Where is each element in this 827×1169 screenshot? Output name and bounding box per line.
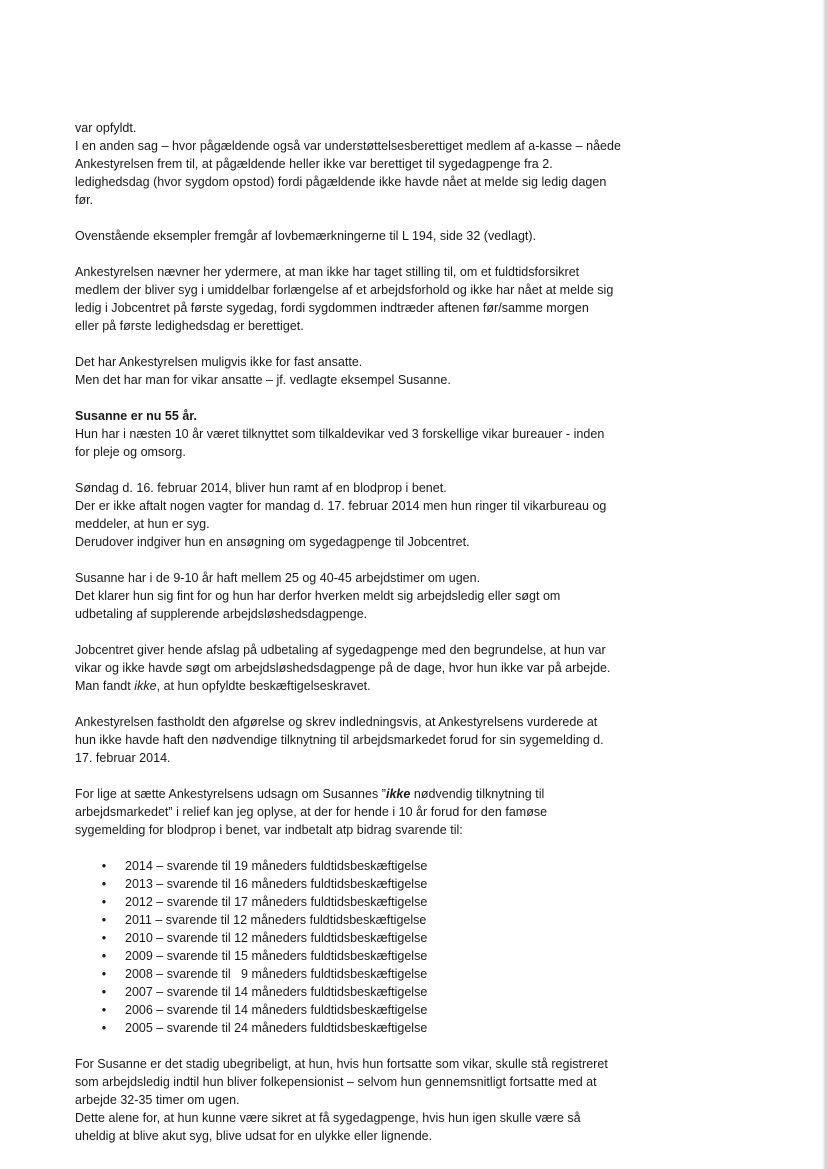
bullet-icon: • <box>101 895 107 909</box>
text-line: sygemelding for blodprop i benet, var indbetalt atp bidrag svarende til: <box>75 823 463 837</box>
emphasis-text: ikke <box>385 787 411 801</box>
text-line: Det har Ankestyrelsen muligvis ikke for fast ansatte. <box>75 355 363 369</box>
paragraph-9 <box>75 713 786 767</box>
paragraph-gap <box>75 767 786 785</box>
paragraph-1 <box>75 119 786 209</box>
bullet-icon: • <box>101 949 107 963</box>
text-line: for pleje og omsorg. <box>75 445 186 459</box>
text-line: meddeler, at hun er syg. <box>75 517 210 531</box>
bullet-icon: • <box>101 1003 107 1017</box>
text-line: 17. februar 2014. <box>75 751 171 765</box>
paragraph-gap <box>75 1037 786 1055</box>
text-line: Ankestyrelsen fastholdt den afgørelse og skrev indledningsvis, at Ankestyrelsens vurderede at <box>75 715 598 729</box>
paragraph-5 <box>75 407 786 461</box>
text-line: vikar og ikke havde søgt om arbejdsløshedsdagpenge på de dage, hvor hun ikke var på arbejde. <box>75 661 611 675</box>
paragraph-gap <box>75 461 786 479</box>
section-heading: Susanne er nu 55 år. <box>75 409 197 423</box>
paragraph-gap <box>75 209 786 227</box>
list-item-text: 2005 – svarende til 24 måneders fuldtidsbeskæftigelse <box>125 1021 428 1035</box>
text-line: var opfyldt. <box>75 121 137 135</box>
text-line: som arbejdsledig indtil hun bliver folkepensionist – selvom hun gennemsnitligt fortsatte med at <box>75 1075 597 1089</box>
text-line: For Susanne er det stadig ubegribeligt, at hun, hvis hun fortsatte som vikar, skulle stå registreret <box>75 1057 608 1071</box>
list-item <box>99 893 786 911</box>
list-item-text: 2012 – svarende til 17 måneders fuldtidsbeskæftigelse <box>125 895 428 909</box>
list-item <box>99 911 786 929</box>
text-span: nødvendig tilknytning til <box>410 787 545 801</box>
paragraph-3 <box>75 263 786 335</box>
bullet-icon: • <box>101 967 107 981</box>
text-line <box>75 677 786 695</box>
text-line: Men det har man for vikar ansatte – jf. vedlagte eksempel Susanne. <box>75 373 451 387</box>
list-item <box>99 1019 786 1037</box>
list-item <box>99 947 786 965</box>
text-line: uheldig at blive akut syg, blive udsat for en ulykke eller lignende. <box>75 1129 433 1143</box>
text-line: udbetaling af supplerende arbejdsløshedsdagpenge. <box>75 607 368 621</box>
paragraph-gap <box>75 551 786 569</box>
text-line: Ovenstående eksempler fremgår af lovbemærkningerne til L 194, side 32 (vedlagt). <box>75 229 537 243</box>
bullet-icon: • <box>101 913 107 927</box>
list-item <box>99 857 786 875</box>
bullet-icon: • <box>101 985 107 999</box>
text-span: Man fandt <box>75 679 135 693</box>
text-line: hun ikke havde haft den nødvendige tilknytning til arbejdsmarkedet forud for sin sygemelding d. <box>75 733 604 747</box>
text-line: Søndag d. 16. februar 2014, bliver hun ramt af en blodprop i benet. <box>75 481 447 495</box>
list-item-text: 2013 – svarende til 16 måneders fuldtidsbeskæftigelse <box>125 877 428 891</box>
text-line: Der er ikke aftalt nogen vagter for mandag d. 17. februar 2014 men hun ringer til vikarbureau og <box>75 499 607 513</box>
list-item <box>99 1001 786 1019</box>
text-line: Dette alene for, at hun kunne være sikret at få sygedagpenge, hvis hun igen skulle være så <box>75 1111 581 1125</box>
list-item <box>99 929 786 947</box>
paragraph-gap <box>75 245 786 263</box>
paragraph-gap <box>75 695 786 713</box>
paragraph-8 <box>75 641 786 695</box>
list-item-text: 2006 – svarende til 14 måneders fuldtidsbeskæftigelse <box>125 1003 428 1017</box>
paragraph-gap <box>75 335 786 353</box>
bullet-icon: • <box>101 877 107 891</box>
list-item <box>99 875 786 893</box>
paragraph-7 <box>75 569 786 623</box>
text-line: Derudover indgiver hun en ansøgning om sygedagpenge til Jobcentret. <box>75 535 470 549</box>
paragraph-11 <box>75 1055 786 1145</box>
paragraph-gap <box>75 623 786 641</box>
bullet-icon: • <box>101 859 107 873</box>
bullet-icon: • <box>101 1021 107 1035</box>
paragraph-6 <box>75 479 786 551</box>
text-line: arbejde 32-35 timer om ugen. <box>75 1093 240 1107</box>
text-span: For lige at sætte Ankestyrelsens udsagn om Susannes ” <box>75 787 386 801</box>
text-line: medlem der bliver syg i umiddelbar forlængelse af et arbejdsforhold og ikke har nået at melde sig <box>75 283 614 297</box>
paragraph-4 <box>75 353 786 389</box>
page-edge-shadow <box>822 0 826 1169</box>
paragraph-gap <box>75 389 786 407</box>
text-line: Ankestyrelsen frem til, at pågældende heller ikke var berettiget til sygedagpenge fra 2. <box>75 157 553 171</box>
emphasis-text: ikke <box>134 679 157 693</box>
list-item <box>99 983 786 1001</box>
list-item-text: 2009 – svarende til 15 måneders fuldtidsbeskæftigelse <box>125 949 428 963</box>
list-item-text: 2011 – svarende til 12 måneders fuldtidsbeskæftigelse <box>125 913 427 927</box>
text-line: Susanne har i de 9-10 år haft mellem 25 og 40-45 arbejdstimer om ugen. <box>75 571 481 585</box>
atp-contribution-list <box>75 857 786 1037</box>
text-line: ledighedsdag (hvor sygdom opstod) fordi pågældende ikke havde nået at melde sig ledig dagen <box>75 175 607 189</box>
paragraph-gap <box>75 839 786 857</box>
paragraph-2 <box>75 227 786 245</box>
text-line: Hun har i næsten 10 år været tilknyttet som tilkaldevikar ved 3 forskellige vikar bureauer - inden <box>75 427 605 441</box>
text-line: eller på første ledighedsdag er berettiget. <box>75 319 304 333</box>
text-line: før. <box>75 193 94 207</box>
list-item-text: 2007 – svarende til 14 måneders fuldtidsbeskæftigelse <box>125 985 428 999</box>
text-span: , at hun opfyldte beskæftigelseskravet. <box>156 679 371 693</box>
text-line: ledig i Jobcentret på første sygedag, fordi sygdommen indtræder aftenen før/samme morgen <box>75 301 589 315</box>
list-item <box>99 965 786 983</box>
text-line: I en anden sag – hvor pågældende også var understøttelsesberettiget medlem af a-kasse – nåede <box>75 139 621 153</box>
list-item-text: 2014 – svarende til 19 måneders fuldtidsbeskæftigelse <box>125 859 428 873</box>
bullet-icon: • <box>101 931 107 945</box>
text-line: Ankestyrelsen nævner her ydermere, at man ikke har taget stilling til, om et fuldtidsforsikret <box>75 265 580 279</box>
list-item-text: 2010 – svarende til 12 måneders fuldtidsbeskæftigelse <box>125 931 428 945</box>
paragraph-10 <box>75 785 786 839</box>
list-item-text: 2008 – svarende til 9 måneders fuldtidsbeskæftigelse <box>125 967 428 981</box>
text-line: Det klarer hun sig fint for og hun har derfor hverken meldt sig arbejdsledig eller søgt om <box>75 589 561 603</box>
text-line: arbejdsmarkedet” i relief kan jeg oplyse, at der for hende i 10 år forud for den famøse <box>75 805 548 819</box>
text-line <box>75 785 786 803</box>
text-line: Jobcentret giver hende afslag på udbetaling af sygedagpenge med den begrundelse, at hun var <box>75 643 606 657</box>
